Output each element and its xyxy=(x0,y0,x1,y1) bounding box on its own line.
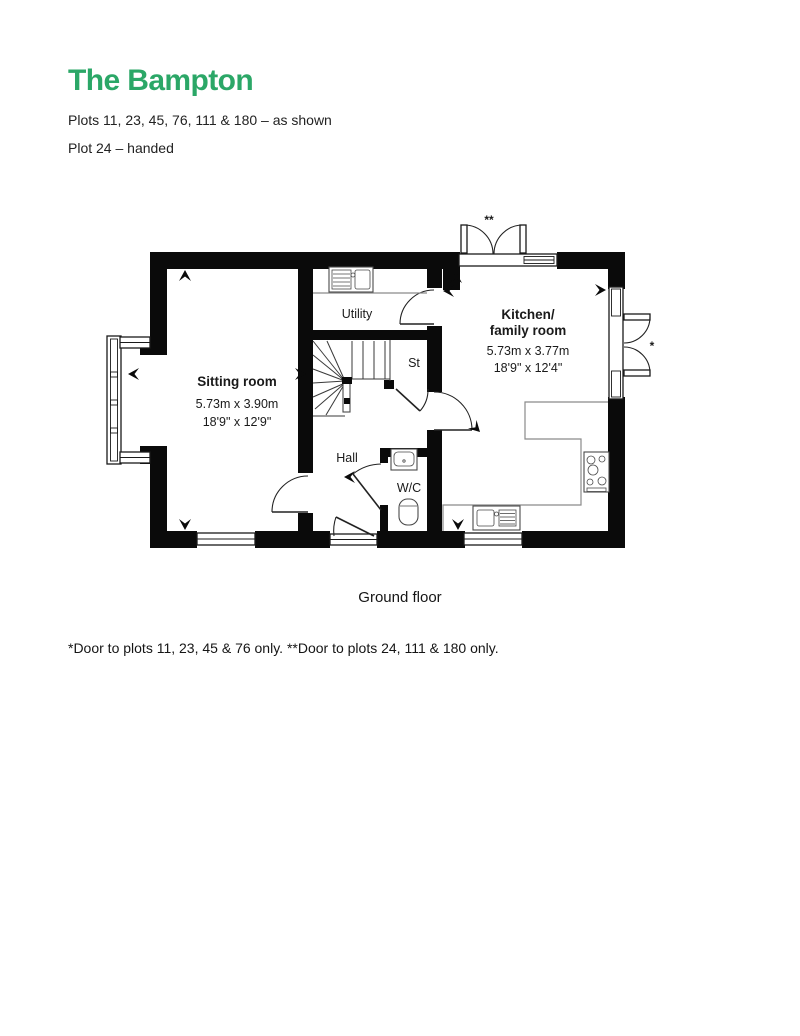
store-door-arc xyxy=(420,389,428,411)
wc-door xyxy=(353,464,381,510)
sitting-room-metric: 5.73m x 3.90m xyxy=(195,397,279,411)
handed-line: Plot 24 – handed xyxy=(68,140,174,156)
stair-winder-6 xyxy=(313,383,345,397)
wall-sitting-room-stub xyxy=(298,513,313,531)
arrow-kitchen-door xyxy=(468,420,484,436)
side-door-leaf-top xyxy=(624,314,650,320)
kitchen-counter xyxy=(443,402,608,531)
wc-toilet-bowl xyxy=(399,499,418,525)
sitting-room-label: Sitting room xyxy=(197,374,277,389)
floor-label: Ground floor xyxy=(358,589,442,606)
kitchen-label-line1: Kitchen/ xyxy=(501,307,555,322)
wall-left-top xyxy=(150,252,167,342)
plots-line: Plots 11, 23, 45, 76, 111 & 180 – as shown xyxy=(68,112,332,128)
garden-door-arc-left xyxy=(464,225,493,254)
sitting-room-door xyxy=(272,476,308,512)
stair-winder-3 xyxy=(313,355,345,381)
arrow-sitting-up xyxy=(179,270,191,281)
front-door-arc xyxy=(334,517,336,536)
utility-label: Utility xyxy=(341,307,373,321)
garden-double-door xyxy=(461,225,526,254)
wall-top-left xyxy=(150,252,460,269)
kitchen-imperial: 18'9" x 12'4" xyxy=(493,361,563,375)
side-door-arc-top xyxy=(624,317,650,343)
stair-newel xyxy=(342,377,352,384)
hall-label: Hall xyxy=(336,451,358,465)
wall-kitchen-hall-upper xyxy=(427,340,442,392)
arrow-kitchen-down xyxy=(452,519,464,530)
kitchen-door-arc xyxy=(434,392,472,430)
kitchen-door xyxy=(434,392,472,430)
stair-newel-2 xyxy=(344,398,350,404)
wall-bottom-1 xyxy=(150,531,197,548)
single-star-marker: * xyxy=(649,339,655,353)
wall-wc-jamb-bottom xyxy=(380,505,388,531)
side-door-leaf-bottom xyxy=(624,370,650,376)
wall-store-jamb xyxy=(384,380,394,389)
sitting-room-door-arc xyxy=(272,476,308,512)
stair-winder-7 xyxy=(315,383,345,409)
store-door xyxy=(396,389,428,411)
side-door-arc-bottom xyxy=(624,347,650,373)
wall-utility-bottom xyxy=(313,330,442,340)
page-title: The Bampton xyxy=(68,64,254,97)
kitchen-hob xyxy=(584,452,609,492)
sitting-room-imperial: 18'9" x 12'9" xyxy=(202,415,272,429)
utility-door-arc xyxy=(400,290,434,324)
door-footnote: *Door to plots 11, 23, 45 & 76 only. **Door to plots 24, 111 & 180 only. xyxy=(68,640,499,656)
wall-kitchen-hall-lower xyxy=(427,430,442,531)
garden-door-leaf-left xyxy=(461,225,467,253)
wc-toilet xyxy=(399,499,418,525)
bay-window xyxy=(107,336,150,464)
store-label: St xyxy=(408,356,420,370)
kitchen-label-line2: family room xyxy=(489,323,567,338)
arrow-sitting-down xyxy=(179,519,191,530)
arrow-wc-door xyxy=(344,471,355,483)
wc-door-arc xyxy=(353,464,381,474)
wall-right-top xyxy=(608,252,625,289)
garden-door-leaf-right xyxy=(520,225,526,253)
stair-winder-5 xyxy=(313,381,345,383)
stair-winder-8 xyxy=(326,383,345,415)
kitchen-sink xyxy=(473,506,520,530)
garden-door-arc-right xyxy=(494,225,523,254)
stairs xyxy=(313,340,390,416)
front-door-leaf xyxy=(336,517,374,536)
front-door xyxy=(334,517,374,536)
wall-wc-jamb-top xyxy=(380,457,388,463)
stair-rail xyxy=(343,381,350,412)
arrow-kitchen-right xyxy=(595,284,606,296)
kitchen-metric: 5.73m x 3.77m xyxy=(486,344,570,358)
store-door-leaf xyxy=(396,389,420,411)
wc-label: W/C xyxy=(396,481,422,495)
wall-right-bottom xyxy=(608,397,625,548)
wc-door-leaf xyxy=(353,474,381,510)
utility-sink xyxy=(329,267,373,292)
utility-door xyxy=(400,290,434,324)
wc-basin xyxy=(391,449,417,470)
wall-bottom-2 xyxy=(255,531,330,548)
side-double-door xyxy=(624,314,650,376)
arrow-sitting-left xyxy=(128,368,139,380)
double-star-marker: ** xyxy=(484,213,494,227)
wall-bottom-3 xyxy=(377,531,465,548)
wall-utility-right-stub xyxy=(427,269,442,288)
